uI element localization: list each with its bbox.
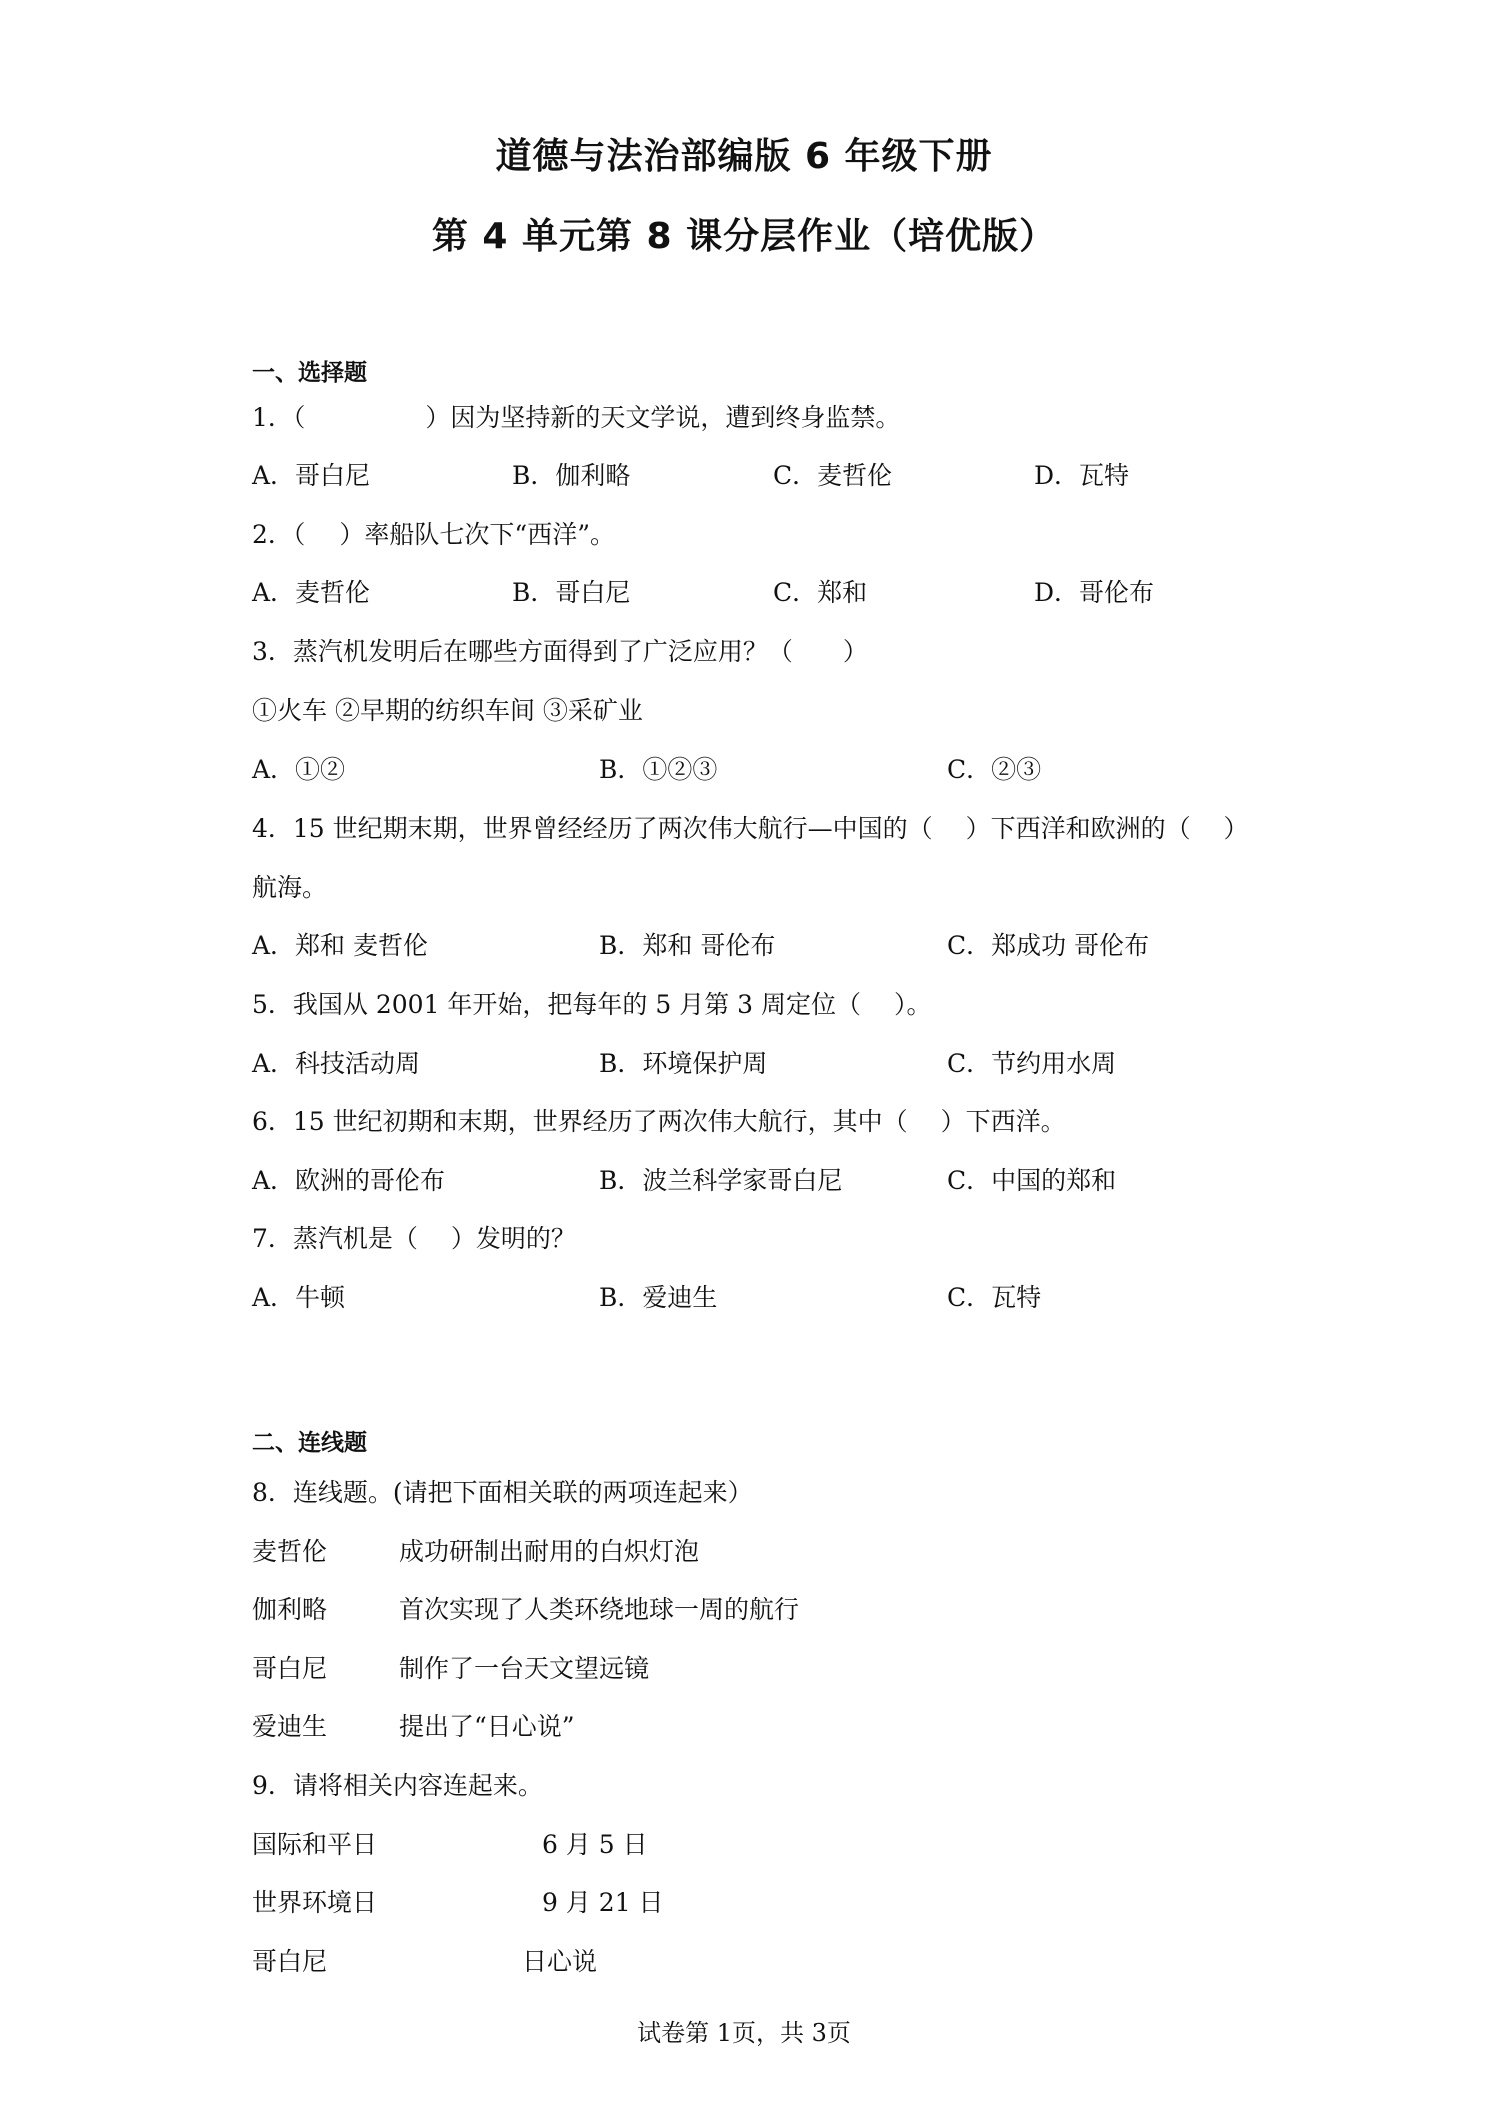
question-9-left-2: 世界环境日 xyxy=(252,1888,378,1917)
question-2 xyxy=(252,522,615,547)
question-6-option-c: C．中国的郑和 xyxy=(947,1166,1117,1195)
question-9: 9．请将相关内容连起来。 xyxy=(252,1771,543,1800)
question-2-option-c: C．郑和 xyxy=(773,578,868,607)
question-3-items: ①火车 ②早期的纺织车间 ③采矿业 xyxy=(252,696,643,725)
question-1-option-c: C．麦哲伦 xyxy=(773,461,893,490)
question-7: 7．蒸汽机是（ ）发明的？ xyxy=(252,1224,576,1253)
question-8-right-1: 成功研制出耐用的白炽灯泡 xyxy=(399,1537,700,1566)
question-6-option-b: B．波兰科学家哥白尼 xyxy=(599,1166,843,1195)
question-7-option-a: A．牛顿 xyxy=(252,1283,346,1312)
question-8-left-2: 伽利略 xyxy=(252,1595,328,1624)
question-8: 8．连线题。(请把下面相关联的两项连起来） xyxy=(252,1478,753,1507)
document-title: 道德与法治部编版 6 年级下册 xyxy=(495,136,993,177)
question-6: 6．15 世纪初期和末期，世界经历了两次伟大航行，其中（ ）下西洋。 xyxy=(252,1107,1066,1136)
question-8-left-4: 爱迪生 xyxy=(252,1712,328,1741)
question-5-option-c: C．节约用水周 xyxy=(947,1049,1117,1078)
question-4-option-b: B．郑和 哥伦布 xyxy=(599,931,776,960)
question-3-option-c: C．②③ xyxy=(947,755,1042,784)
question-2-option-d: D．哥伦布 xyxy=(1034,578,1155,607)
question-2-suffix: ）率船队七次下“西洋”。 xyxy=(339,520,615,549)
question-3-option-a: A．①② xyxy=(252,755,346,784)
question-2-option-b: B．哥白尼 xyxy=(512,578,631,607)
question-1-prefix: 1．（ xyxy=(252,403,306,432)
question-4-option-c: C．郑成功 哥伦布 xyxy=(947,931,1150,960)
question-1 xyxy=(252,405,900,430)
question-1-option-a: A．哥白尼 xyxy=(252,461,371,490)
question-2-prefix: 2．（ xyxy=(252,520,306,549)
page-footer: 试卷第 1页，共 3页 xyxy=(637,2019,851,2047)
question-4: 4．15 世纪期末期，世界曾经经历了两次伟大航行—中国的（ ）下西洋和欧洲的（ ） xyxy=(252,814,1249,843)
question-4-continued: 航海。 xyxy=(252,873,328,902)
question-4-option-a: A．郑和 麦哲伦 xyxy=(252,931,429,960)
document-subtitle: 第 4 单元第 8 课分层作业（培优版） xyxy=(431,216,1057,257)
question-9-right-3: 日心说 xyxy=(522,1947,598,1976)
question-1-option-d: D．瓦特 xyxy=(1034,461,1130,490)
section-heading-choice: 一、选择题 xyxy=(252,360,367,386)
question-1-suffix: ）因为坚持新的天文学说，遭到终身监禁。 xyxy=(425,403,901,432)
question-9-left-3: 哥白尼 xyxy=(252,1947,328,1976)
section-heading-matching: 二、连线题 xyxy=(252,1430,367,1456)
question-7-option-c: C．瓦特 xyxy=(947,1283,1042,1312)
question-5: 5．我国从 2001 年开始，把每年的 5 月第 3 周定位（ ）。 xyxy=(252,990,932,1019)
question-9-left-1: 国际和平日 xyxy=(252,1830,378,1859)
question-5-option-a: A．科技活动周 xyxy=(252,1049,421,1078)
question-9-right-2: 9 月 21 日 xyxy=(542,1888,664,1917)
question-8-right-2: 首次实现了人类环绕地球一周的航行 xyxy=(399,1595,800,1624)
question-3: 3．蒸汽机发明后在哪些方面得到了广泛应用？（ ） xyxy=(252,637,868,666)
question-5-option-b: B．环境保护周 xyxy=(599,1049,768,1078)
question-1-option-b: B．伽利略 xyxy=(512,461,631,490)
question-8-right-3: 制作了一台天文望远镜 xyxy=(399,1654,650,1683)
question-9-right-1: 6 月 5 日 xyxy=(542,1830,648,1859)
question-6-option-a: A．欧洲的哥伦布 xyxy=(252,1166,446,1195)
question-2-option-a: A．麦哲伦 xyxy=(252,578,371,607)
question-3-option-b: B．①②③ xyxy=(599,755,718,784)
question-8-right-4: 提出了“日心说” xyxy=(399,1712,575,1741)
question-8-left-1: 麦哲伦 xyxy=(252,1537,328,1566)
question-8-left-3: 哥白尼 xyxy=(252,1654,328,1683)
question-7-option-b: B．爱迪生 xyxy=(599,1283,718,1312)
